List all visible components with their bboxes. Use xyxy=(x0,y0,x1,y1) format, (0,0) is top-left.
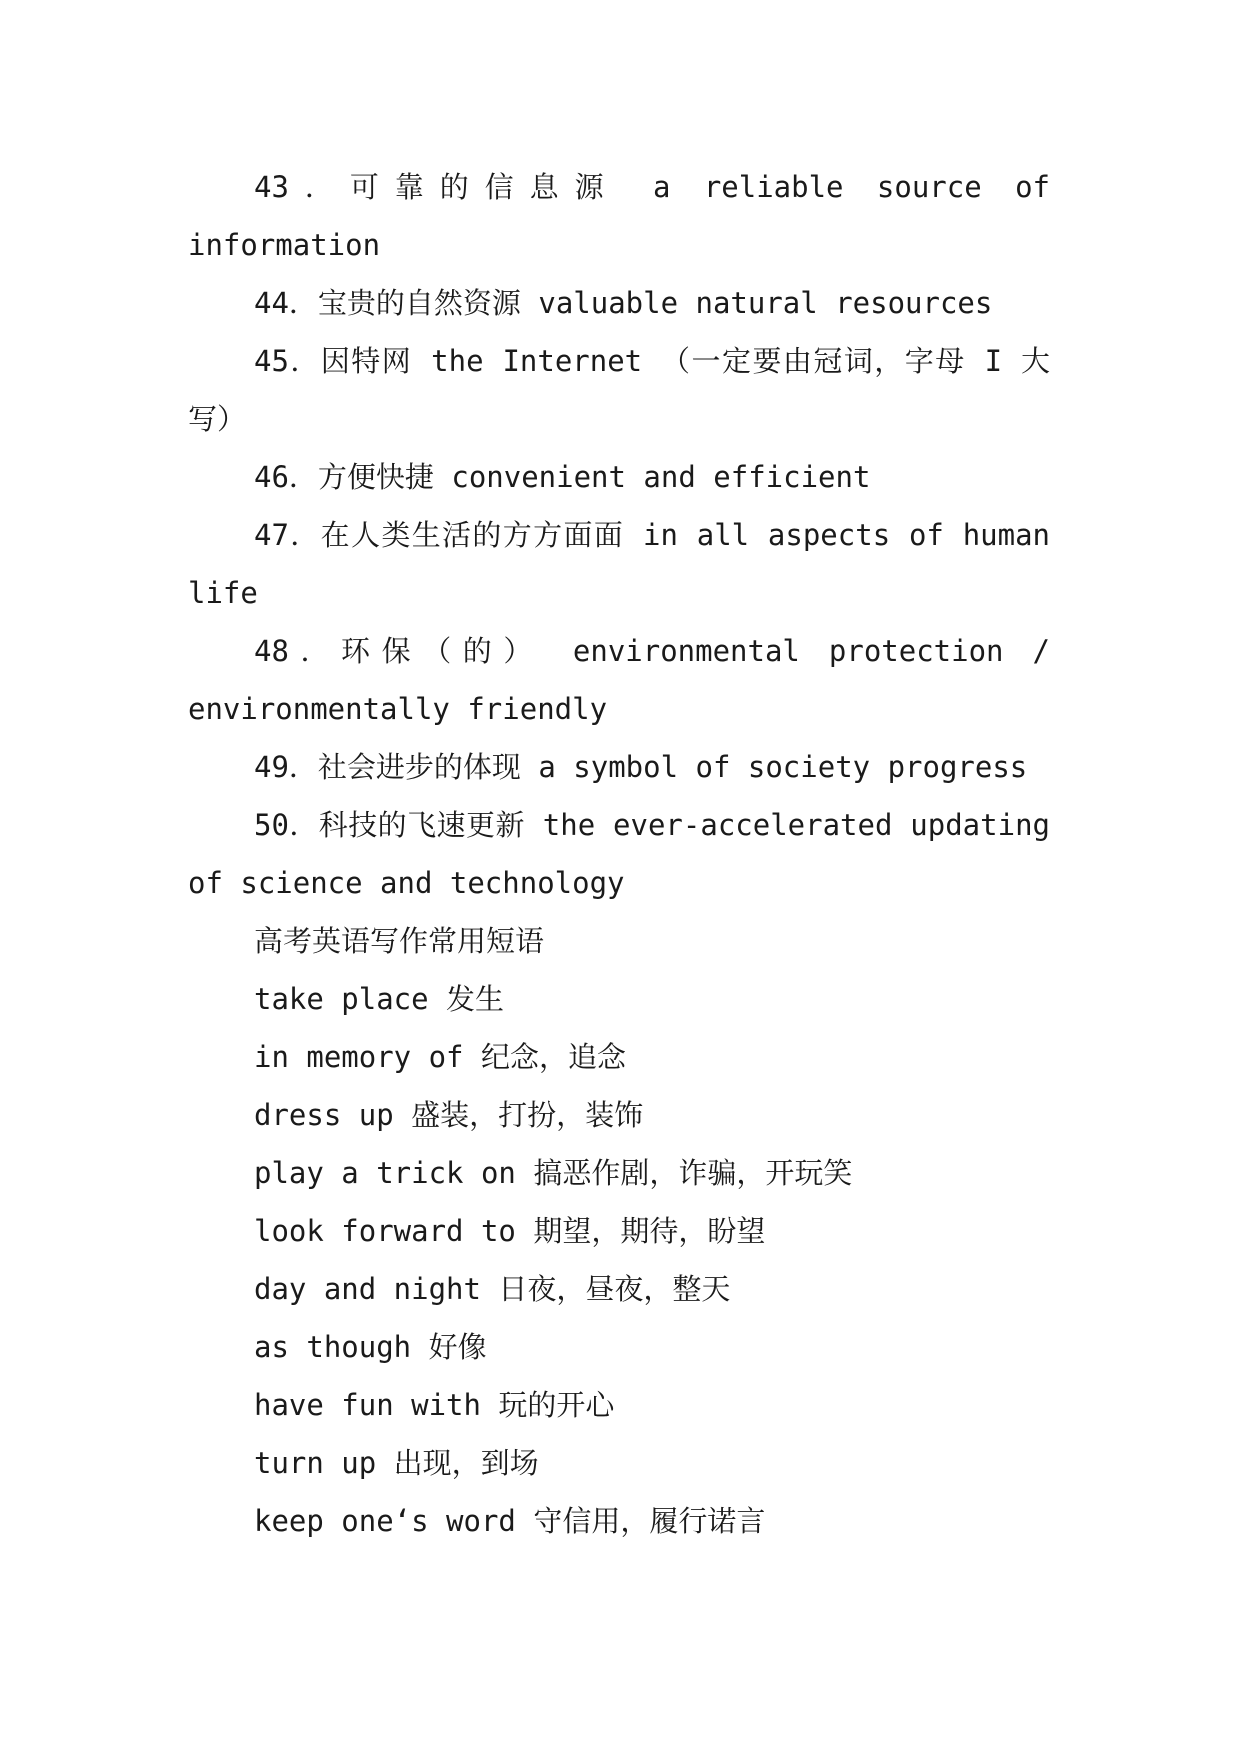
phrase-item: day and night 日夜，昼夜，整天 xyxy=(254,1272,731,1306)
entry-50-line1: 50．科技的飞速更新 the ever-accelerated updating xyxy=(254,808,1050,842)
phrase-item: take place 发生 xyxy=(254,982,505,1016)
entry-48-line1: 48．环保（的） environmental protection / xyxy=(254,634,1050,668)
phrase-item: have fun with 玩的开心 xyxy=(254,1388,615,1422)
entry-43-line2: information xyxy=(188,228,381,262)
entry-47-line2: life xyxy=(188,576,258,610)
section-title: 高考英语写作常用短语 xyxy=(254,924,545,958)
phrase-item: keep one‘s word 守信用，履行诺言 xyxy=(254,1504,766,1538)
entry-46: 46．方便快捷 convenient and efficient xyxy=(254,460,871,494)
phrase-item: play a trick on 搞恶作剧，诈骗，开玩笑 xyxy=(254,1156,853,1190)
entry-50-line2: of science and technology xyxy=(188,866,625,900)
entry-47-line1: 47．在人类生活的方方面面 in all aspects of human xyxy=(254,518,1050,552)
entry-45-line1: 45．因特网 the Internet （一定要由冠词，字母 I 大 xyxy=(254,344,1050,378)
entry-44: 44．宝贵的自然资源 valuable natural resources xyxy=(254,286,993,320)
phrase-item: as though 好像 xyxy=(254,1330,487,1364)
phrase-item: in memory of 纪念，追念 xyxy=(254,1040,626,1074)
entry-43-line1: 43．可靠的信息源 a reliable source of xyxy=(254,170,1050,204)
entry-45-line2: 写） xyxy=(188,402,247,436)
phrase-item: look forward to 期望，期待，盼望 xyxy=(254,1214,766,1248)
phrase-item: turn up 出现，到场 xyxy=(254,1446,539,1480)
phrase-item: dress up 盛装，打扮，装饰 xyxy=(254,1098,644,1132)
entry-49: 49．社会进步的体现 a symbol of society progress xyxy=(254,750,1028,784)
entry-48-line2: environmentally friendly xyxy=(188,692,608,726)
